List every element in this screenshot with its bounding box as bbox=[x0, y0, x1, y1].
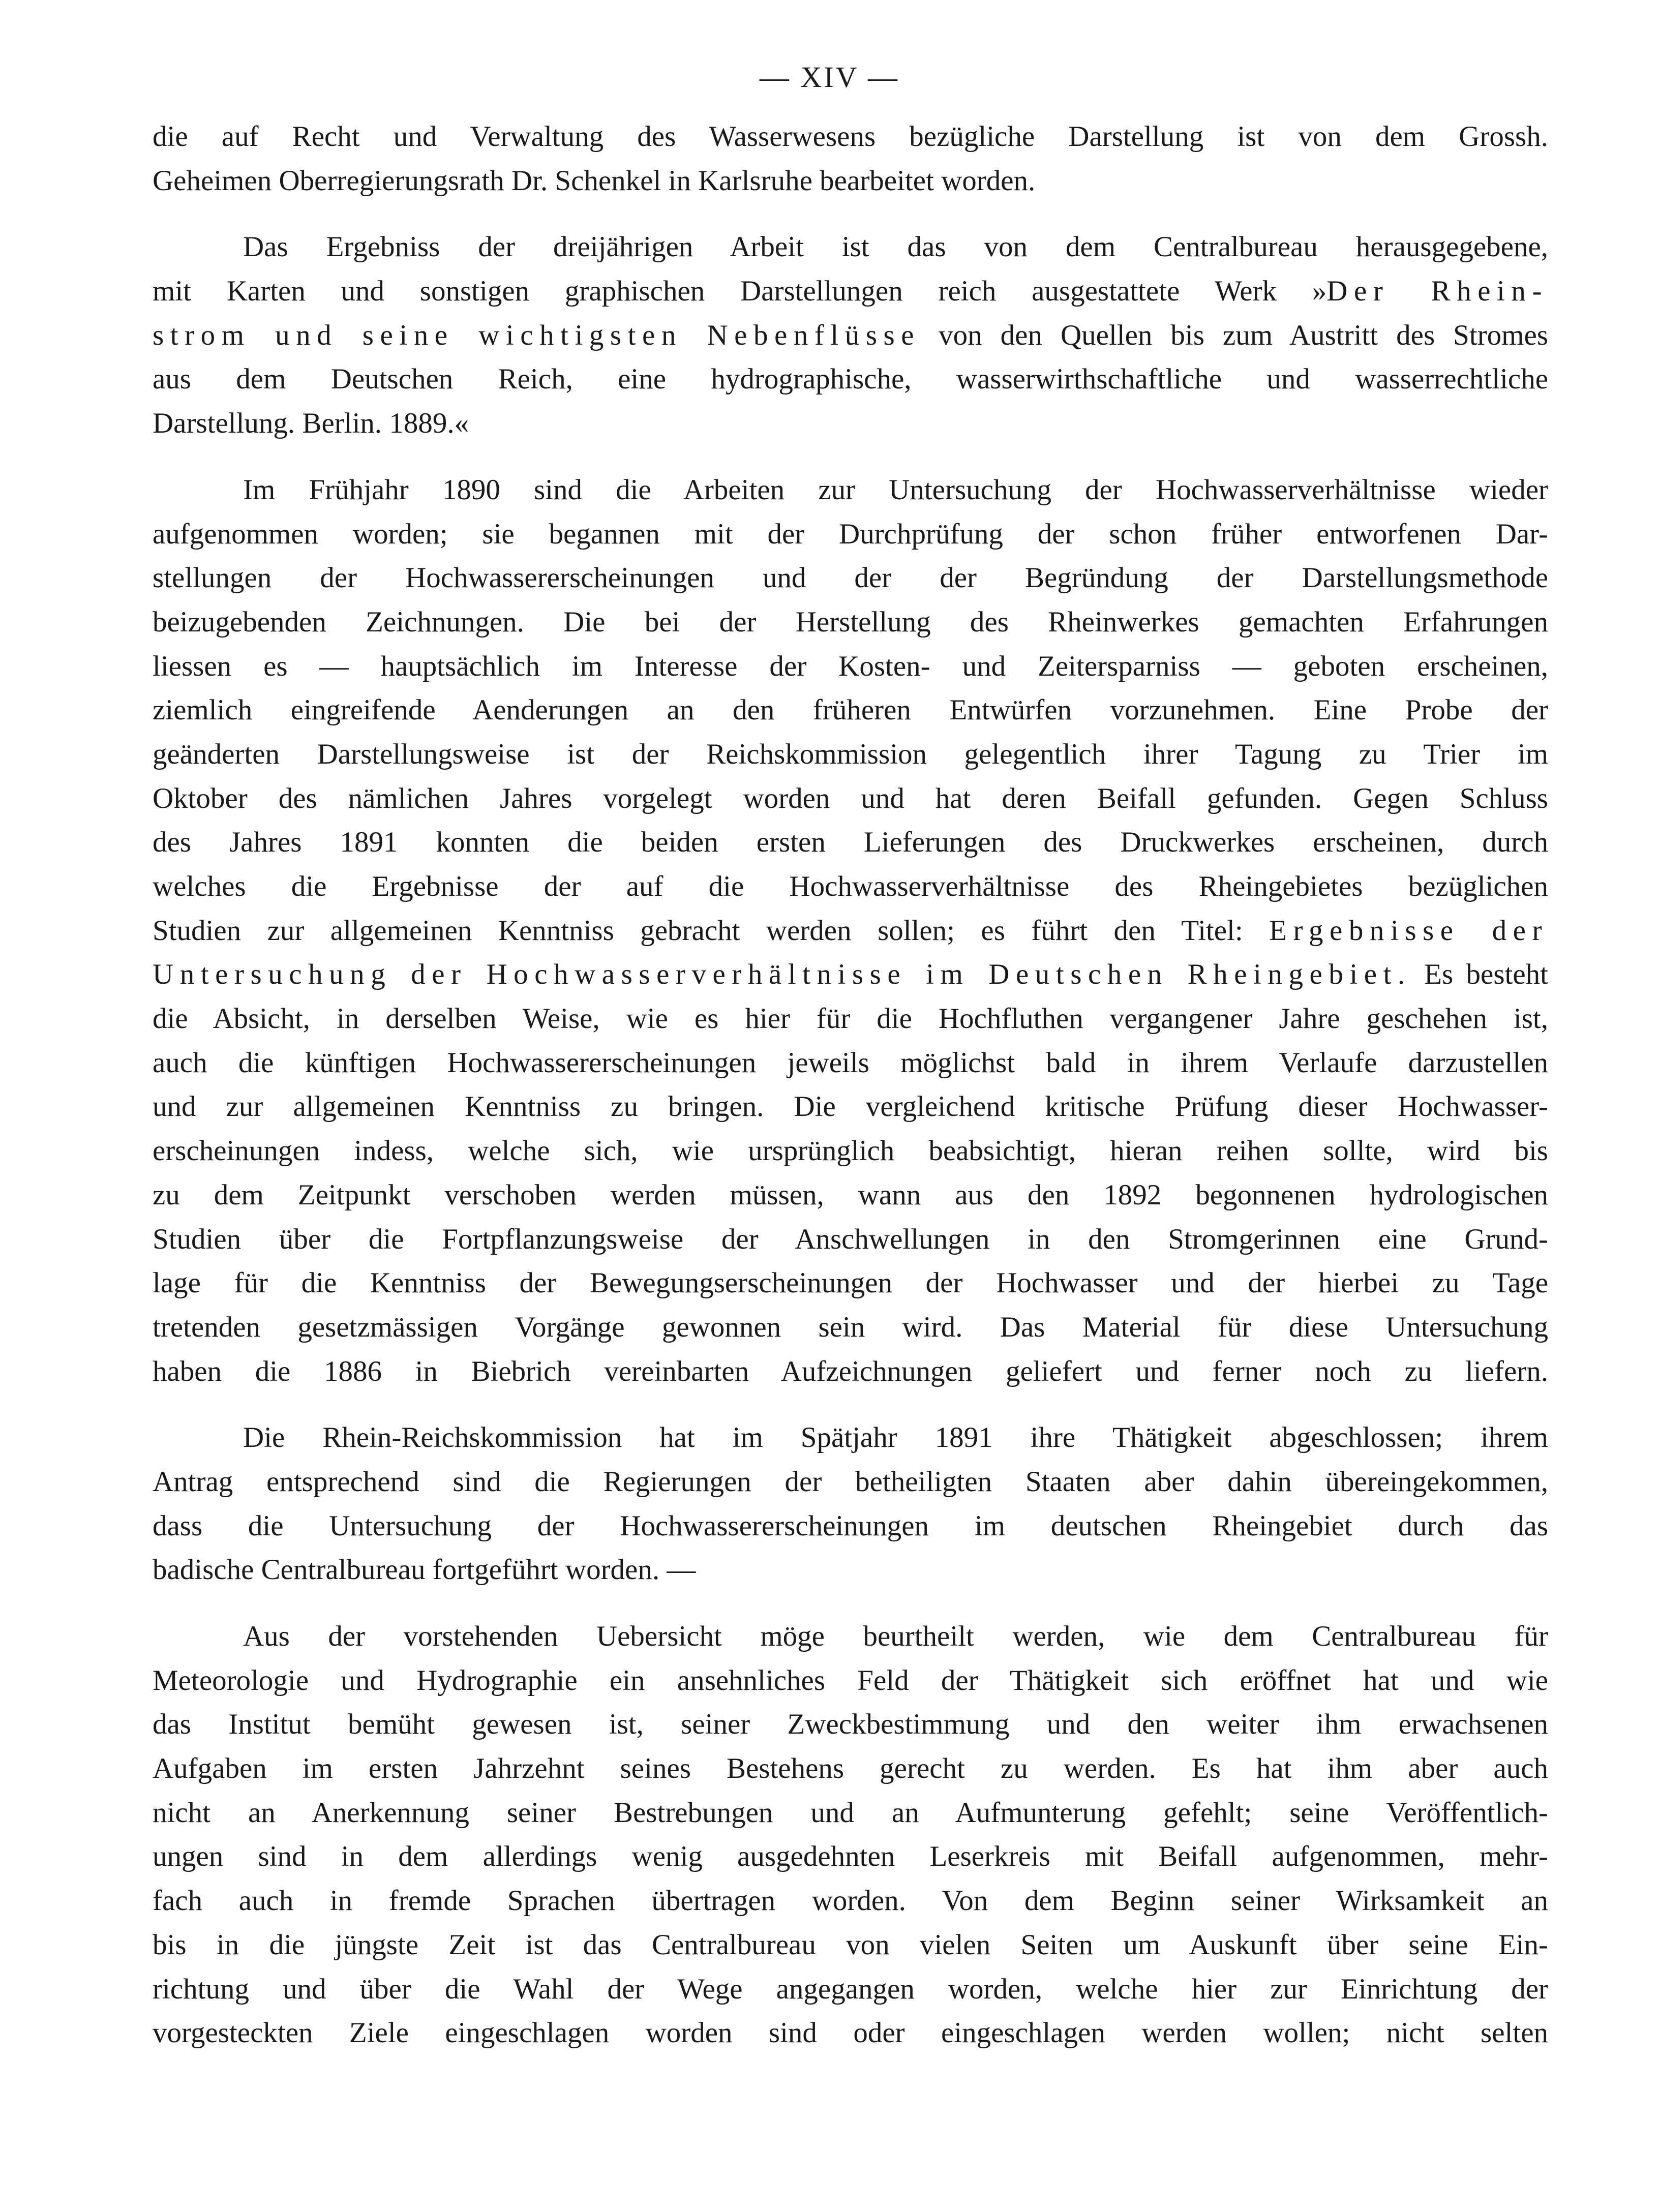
text-line bbox=[153, 314, 1548, 358]
text-line bbox=[153, 1173, 1548, 1218]
text-line bbox=[153, 1879, 1548, 1923]
text-segment: Im Frühjahr 1890 sind die Arbeiten zur Untersuchung der Hochwasserverhältnisse wieder bbox=[243, 473, 1548, 506]
text-segment: zu dem Zeitpunkt verschoben werden müssen, wann aus den 1892 begonnenen hydrologischen bbox=[153, 1178, 1548, 1211]
text-line bbox=[153, 1085, 1548, 1129]
text-line bbox=[153, 1350, 1548, 1394]
text-segment: Es besteht bbox=[1411, 958, 1548, 991]
text-line bbox=[153, 269, 1548, 314]
page-number: — XIV — bbox=[759, 60, 900, 94]
paragraph bbox=[153, 115, 1548, 203]
text-line bbox=[153, 1923, 1548, 1967]
text-line bbox=[153, 1460, 1548, 1504]
text-line bbox=[153, 953, 1548, 997]
text-segment: fach auch in fremde Sprachen übertragen worden. Von dem Beginn seiner Wirksamkeit an bbox=[153, 1885, 1548, 1917]
text-line bbox=[153, 688, 1548, 733]
text-segment: erscheinungen indess, welche sich, wie ursprünglich beabsichtigt, hieran reihen sollte, wird bis bbox=[153, 1135, 1548, 1167]
spaced-title-text: Ergebnisse der bbox=[1269, 914, 1548, 947]
text-line bbox=[153, 468, 1548, 512]
paragraph bbox=[153, 1416, 1548, 1592]
text-segment: vorgesteckten Ziele eingeschlagen worden sind oder eingeschlagen werden wollen; nicht selten bbox=[153, 2017, 1548, 2049]
text-segment: Meteorologie und Hydrographie ein ansehnliches Feld der Thätigkeit sich eröffnet hat und wie bbox=[153, 1664, 1548, 1696]
spaced-title-text: Untersuchung der Hochwasserverhältnisse im Deutschen Rheingebiet. bbox=[153, 958, 1411, 991]
text-segment: Geheimen Oberregierungsrath Dr. Schenkel in Karlsruhe bearbeitet worden. bbox=[153, 164, 1036, 197]
text-segment: nicht an Anerkennung seiner Bestrebungen und an Aufmunterung gefehlt; seine Veröffentlich- bbox=[153, 1796, 1548, 1829]
paragraph bbox=[153, 468, 1548, 1393]
text-segment: stellungen der Hochwassererscheinungen und der der Begründung der Darstellungsmethode bbox=[153, 562, 1548, 594]
text-segment: dass die Untersuchung der Hochwassererscheinungen im deutschen Rheingebiet durch das bbox=[153, 1509, 1548, 1542]
text-line bbox=[153, 1129, 1548, 1173]
text-line bbox=[153, 909, 1548, 953]
text-segment: ziemlich eingreifende Aenderungen an den früheren Entwürfen vorzunehmen. Eine Probe der bbox=[153, 694, 1548, 726]
text-line bbox=[153, 159, 1548, 203]
text-line bbox=[153, 1967, 1548, 2012]
text-line bbox=[153, 865, 1548, 909]
text-line bbox=[153, 225, 1548, 269]
body-text bbox=[153, 115, 1548, 2078]
text-segment: des Jahres 1891 konnten die beiden ersten Lieferungen des Druckwerkes erscheinen, durch bbox=[153, 826, 1548, 859]
text-segment: bis in die jüngste Zeit ist das Centralbureau von vielen Seiten um Auskunft über seine Ein- bbox=[153, 1928, 1548, 1961]
text-line bbox=[153, 1703, 1548, 1747]
text-line bbox=[153, 645, 1548, 689]
text-segment: die Absicht, in derselben Weise, wie es hier für die Hochfluthen vergangener Jahre geschehen ist, bbox=[153, 1003, 1548, 1035]
text-line bbox=[153, 1548, 1548, 1592]
text-line bbox=[153, 1306, 1548, 1350]
text-line bbox=[153, 1416, 1548, 1460]
text-segment: Studien über die Fortpflanzungsweise der Anschwellungen in den Stromgerinnen eine Grund- bbox=[153, 1223, 1548, 1255]
text-segment: mit Karten und sonstigen graphischen Darstellungen reich ausgestattete Werk » bbox=[153, 275, 1327, 308]
text-line bbox=[153, 1659, 1548, 1703]
text-line bbox=[153, 115, 1548, 159]
text-segment: beizugebenden Zeichnungen. Die bei der Herstellung des Rheinwerkes gemachten Erfahrungen bbox=[153, 605, 1548, 638]
text-segment: auch die künftigen Hochwassererscheinungen jeweils möglichst bald in ihrem Verlaufe darzustellen bbox=[153, 1046, 1548, 1079]
spaced-title-text: Der Rhein- bbox=[1326, 275, 1548, 308]
text-segment: Darstellung. Berlin. 1889.« bbox=[153, 407, 469, 440]
text-line bbox=[153, 357, 1548, 402]
text-line bbox=[153, 1791, 1548, 1835]
text-segment: Aufgaben im ersten Jahrzehnt seines Bestehens gerecht zu werden. Es hat ihm aber auch bbox=[153, 1752, 1548, 1785]
text-segment: das Institut bemüht gewesen ist, seiner Zweckbestimmung und den weiter ihm erwachsenen bbox=[153, 1708, 1548, 1741]
text-line bbox=[153, 512, 1548, 557]
text-segment: Die Rhein-Reichskommission hat im Spätjahr 1891 ihre Thätigkeit abgeschlossen; ihrem bbox=[243, 1421, 1548, 1454]
paragraph bbox=[153, 1615, 1548, 2055]
text-segment: tretenden gesetzmässigen Vorgänge gewonnen sein wird. Das Material für diese Untersuchung bbox=[153, 1311, 1548, 1343]
text-segment: ungen sind in dem allerdings wenig ausgedehnten Leserkreis mit Beifall aufgenommen, mehr- bbox=[153, 1840, 1548, 1873]
text-segment: badische Centralbureau fortgeführt worden. — bbox=[153, 1554, 696, 1586]
text-segment: richtung und über die Wahl der Wege angegangen worden, welche hier zur Einrichtung der bbox=[153, 1973, 1548, 2005]
text-segment: haben die 1886 in Biebrich vereinbarten Aufzeichnungen geliefert und ferner noch zu liefern. bbox=[153, 1355, 1548, 1387]
text-segment: Das Ergebniss der dreijährigen Arbeit ist das von dem Centralbureau herausgegebene, bbox=[243, 231, 1548, 263]
text-segment: von den Quellen bis zum Austritt des Stromes bbox=[920, 319, 1548, 351]
text-line bbox=[153, 2011, 1548, 2055]
text-line bbox=[153, 1041, 1548, 1085]
text-line bbox=[153, 997, 1548, 1041]
text-segment: aus dem Deutschen Reich, eine hydrographische, wasserwirthschaftliche und wasserrechtliche bbox=[153, 363, 1548, 396]
text-line bbox=[153, 600, 1548, 645]
text-segment: aufgenommen worden; sie begannen mit der Durchprüfung der schon früher entworfenen Dar- bbox=[153, 518, 1548, 550]
text-segment: liessen es — hauptsächlich im Interesse der Kosten- und Zeitersparniss — geboten erscheinen, bbox=[153, 650, 1548, 682]
text-line bbox=[153, 1218, 1548, 1262]
text-segment: Studien zur allgemeinen Kenntniss gebracht werden sollen; es führt den Titel: bbox=[153, 914, 1270, 947]
spaced-title-text: strom und seine wichtigsten Nebenflüsse bbox=[153, 319, 921, 351]
text-line bbox=[153, 1504, 1548, 1549]
text-segment: Aus der vorstehenden Uebersicht möge beurtheilt werden, wie dem Centralbureau für bbox=[243, 1620, 1548, 1652]
text-segment: die auf Recht und Verwaltung des Wasserwesens bezügliche Darstellung ist von dem Grossh. bbox=[153, 120, 1548, 153]
text-line bbox=[153, 402, 1548, 446]
text-line bbox=[153, 1615, 1548, 1659]
text-line bbox=[153, 777, 1548, 821]
text-segment: lage für die Kenntniss der Bewegungserscheinungen der Hochwasser und der hierbei zu Tage bbox=[153, 1267, 1548, 1299]
paragraph bbox=[153, 225, 1548, 445]
text-line bbox=[153, 733, 1548, 777]
text-line bbox=[153, 556, 1548, 600]
text-line bbox=[153, 1835, 1548, 1879]
text-segment: Antrag entsprechend sind die Regierungen der betheiligten Staaten aber dahin übereingekommen, bbox=[153, 1465, 1548, 1498]
text-segment: welches die Ergebnisse der auf die Hochwasserverhältnisse des Rheingebietes bezüglichen bbox=[153, 870, 1548, 902]
text-line bbox=[153, 1747, 1548, 1791]
text-segment: und zur allgemeinen Kenntniss zu bringen. Die vergleichend kritische Prüfung dieser Hochwasser- bbox=[153, 1090, 1548, 1123]
text-segment: geänderten Darstellungsweise ist der Reichskommission gelegentlich ihrer Tagung zu Trier im bbox=[153, 738, 1548, 770]
text-line bbox=[153, 821, 1548, 865]
text-line bbox=[153, 1261, 1548, 1306]
text-segment: Oktober des nämlichen Jahres vorgelegt worden und hat deren Beifall gefunden. Gegen Schluss bbox=[153, 782, 1548, 814]
